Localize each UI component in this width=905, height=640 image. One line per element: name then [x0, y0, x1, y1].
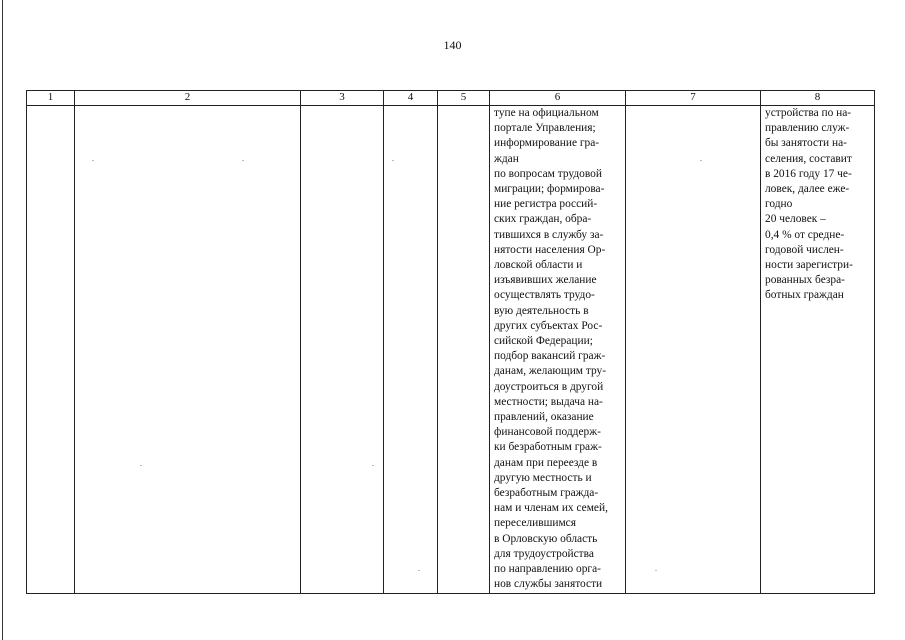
text-line: годовой числен-: [765, 243, 844, 256]
scan-speck: [418, 570, 420, 571]
cell-col-3: [301, 106, 384, 594]
text-line: правлений, оказание: [494, 411, 594, 424]
text-line: нов службы занятости: [494, 578, 603, 591]
text-line: нятости населения Ор-: [494, 243, 606, 256]
cell-col-7: [626, 106, 761, 594]
text-line: данам, желающим тру-: [494, 365, 607, 378]
text-line: тупе на официальном: [494, 107, 599, 119]
scan-speck: [392, 160, 394, 161]
text-line: тившихся в службу за-: [494, 228, 604, 241]
text-line: в 2016 году 17 че-: [765, 167, 852, 180]
cell-col-8-text: [761, 106, 874, 304]
text-line: безработным гражда-: [494, 487, 599, 500]
text-line: по направлению орга-: [494, 563, 601, 576]
text-line: ки безработным граж-: [494, 441, 602, 454]
table-header-row: [27, 91, 875, 106]
scan-speck: [655, 570, 657, 571]
text-line: ние регистра россий-: [494, 198, 598, 211]
scan-speck: [92, 160, 94, 161]
text-line: ловек, далее еже-: [765, 183, 850, 196]
table-row: [27, 106, 875, 594]
scan-speck: [372, 465, 374, 466]
page-number: 140: [443, 38, 462, 52]
column-header-5: 5: [438, 91, 490, 106]
scan-speck: [140, 465, 142, 466]
text-line: сийской Федерации;: [494, 335, 593, 348]
column-header-6: 6: [490, 91, 626, 106]
text-line: переселившимся: [494, 517, 576, 530]
cell-col-1: [27, 106, 75, 594]
text-line: 0,4 % от средне-: [765, 228, 845, 241]
text-line: 20 человек –: [765, 213, 826, 226]
text-line: ских граждан, обра-: [494, 213, 592, 226]
column-header-8: 8: [761, 91, 875, 106]
text-line: вую деятельность в: [494, 304, 589, 317]
text-line: рованных безра-: [765, 274, 845, 287]
text-line: ловской области и: [494, 259, 583, 272]
text-line: ботных граждан: [765, 289, 844, 302]
text-line: по вопросам трудовой: [494, 167, 602, 180]
column-header-2: 2: [75, 91, 301, 106]
text-line: другую местность и: [494, 471, 592, 484]
cell-col-8: [761, 106, 875, 594]
text-line: ности зарегистри-: [765, 259, 853, 272]
scan-speck: [700, 160, 702, 161]
text-line: годно: [765, 198, 793, 211]
cell-col-5: [438, 106, 490, 594]
cell-col-6: [490, 106, 626, 594]
text-line: для трудоустройства: [494, 547, 594, 560]
column-header-1: 1: [27, 91, 75, 106]
cell-col-6-text: [490, 106, 625, 593]
text-line: нам и членам их семей,: [494, 502, 608, 515]
column-header-7: 7: [626, 91, 761, 106]
cell-col-2: [75, 106, 301, 594]
text-line: подбор вакансий граж-: [494, 350, 606, 363]
text-line: других субъектах Рос-: [494, 319, 603, 332]
text-line: миграции; формирова-: [494, 183, 605, 196]
cell-col-4: [384, 106, 438, 594]
text-line: доустроиться в другой: [494, 380, 604, 393]
text-line: портале Управления;: [494, 122, 596, 135]
column-header-4: 4: [384, 91, 438, 106]
text-line: финансовой поддерж-: [494, 426, 601, 439]
text-line: правлению служ-: [765, 122, 850, 135]
text-line: изъявивших желание: [494, 274, 597, 287]
column-header-3: 3: [301, 91, 384, 106]
text-line: ждан: [494, 152, 519, 165]
left-margin-rule: [2, 0, 3, 640]
text-line: селения, составит: [765, 152, 852, 165]
text-line: осуществлять трудо-: [494, 289, 595, 302]
text-line: данам при переезде в: [494, 456, 598, 469]
text-line: информирование гра-: [494, 137, 600, 150]
text-line: местности; выдача на-: [494, 395, 603, 408]
text-line: в Орловскую область: [494, 532, 598, 545]
scan-speck: [242, 160, 244, 161]
data-table: [26, 90, 875, 594]
text-line: устройства по на-: [765, 107, 852, 119]
text-line: бы занятости на-: [765, 137, 847, 150]
